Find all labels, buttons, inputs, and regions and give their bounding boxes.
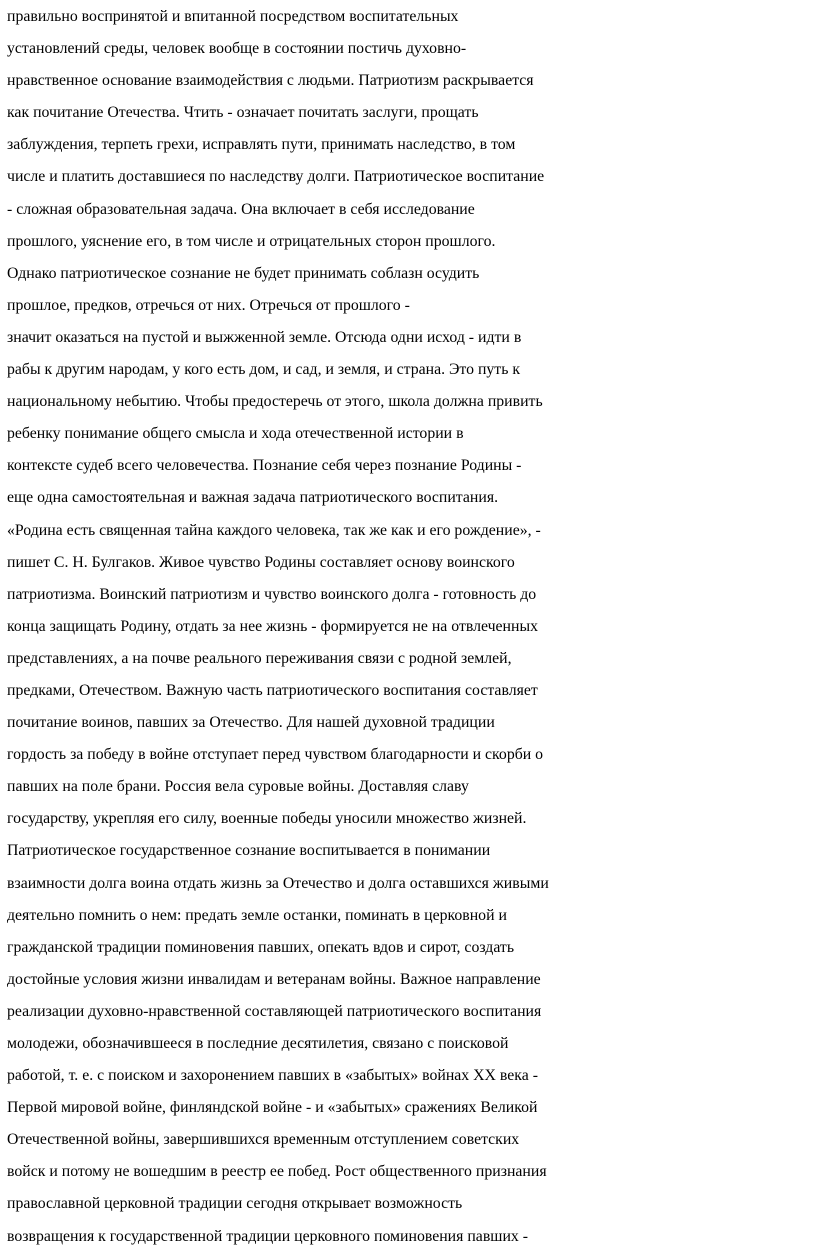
text-line: патриотизма. Воинский патриотизм и чувство воинского долга - готовность до [7, 585, 537, 603]
text-line: «Родина есть священная тайна каждого человека, так же как и его рождение», - [7, 521, 541, 539]
text-line: нравственное основание взаимодействия с людьми. Патриотизм раскрывается [7, 72, 534, 90]
text-line: прошлое, предков, отречься от них. Отречься от прошлого - [7, 296, 410, 314]
text-line: конца защищать Родину, отдать за нее жизнь - формируется не на отвлеченных [7, 617, 538, 635]
text-line: Однако патриотическое сознание не будет принимать соблазн осудить [7, 264, 480, 282]
text-line: деятельно помнить о нем: предать земле останки, поминать в церковной и [7, 906, 507, 924]
text-line: молодежи, обозначившееся в последние десятилетия, связано с поисковой [7, 1035, 509, 1052]
text-line: представлениях, а на почве реального переживания связи с родной землей, [7, 649, 512, 667]
text-line: как почитание Отечества. Чтить - означает почитать заслуги, прощать [7, 104, 479, 122]
text-line: реализации духовно-нравственной составляющей патриотического воспитания [7, 1002, 542, 1020]
text-line: Отечественной войны, завершившихся временным отступлением советских [7, 1131, 520, 1149]
text-line: числе и платить доставшиеся по наследству долги. Патриотическое воспитание [7, 168, 545, 186]
text-line: Первой мировой войне, финляндской войне - и «забытых» сражениях Великой [7, 1099, 538, 1117]
text-line: православной церковной традиции сегодня открывает возможность [7, 1195, 463, 1213]
text-line: гордость за победу в войне отступает перед чувством благодарности и скорби о [7, 746, 544, 764]
text-line: предками, Отечеством. Важную часть патриотического воспитания составляет [7, 681, 538, 699]
text-line: ребенку понимание общего смысла и хода отечественной истории в [7, 425, 464, 443]
text-line: почитание воинов, павших за Отечество. Для нашей духовной традиции [7, 714, 495, 732]
text-line: значит оказаться на пустой и выжженной земле. Отсюда одни исход - идти в [7, 328, 522, 346]
text-line: правильно воспринятой и впитанной посредством воспитательных [7, 8, 459, 25]
document-page [7, 0, 816, 1245]
text-line: взаимности долга воина отдать жизнь за Отечество и долга оставшихся живыми [7, 874, 549, 892]
text-line: возвращения к государственной традиции церковного поминовения павших - [7, 1227, 529, 1245]
text-line: заблуждения, терпеть грехи, исправлять пути, принимать наследство, в том [7, 136, 516, 154]
text-line: Патриотическое государственное сознание воспитывается в понимании [7, 842, 491, 860]
text-line: национальному небытию. Чтобы предостеречь от этого, школа должна привить [7, 393, 543, 411]
text-line: - сложная образовательная задача. Она включает в себя исследование [7, 200, 475, 218]
text-line: павших на поле брани. Россия вела суровые войны. Доставляя славу [7, 778, 469, 796]
text-line: гражданской традиции поминовения павших, опекать вдов и сирот, создать [7, 938, 515, 956]
text-line: прошлого, уяснение его, в том числе и отрицательных сторон прошлого. [7, 232, 496, 250]
text-line: еще одна самостоятельная и важная задача патриотического воспитания. [7, 489, 499, 507]
text-line: пишет С. Н. Булгаков. Живое чувство Родины составляет основу воинского [7, 553, 515, 571]
text-line: работой, т. е. с поиском и захоронением павших в «забытых» войнах XX века - [7, 1067, 538, 1085]
text-line: рабы к другим народам, у кого есть дом, и сад, и земля, и страна. Это путь к [7, 361, 521, 379]
body-text [7, 0, 816, 1253]
text-line: установлений среды, человек вообще в состоянии постичь духовно- [7, 40, 467, 58]
text-line: войск и потому не вошедшим в реестр ее побед. Рост общественного признания [7, 1163, 547, 1181]
text-line: государству, укрепляя его силу, военные победы уносили множество жизней. [7, 810, 527, 828]
text-line: контексте судеб всего человечества. Познание себя через познание Родины - [7, 457, 522, 475]
text-line: достойные условия жизни инвалидам и ветеранам войны. Важное направление [7, 970, 541, 988]
